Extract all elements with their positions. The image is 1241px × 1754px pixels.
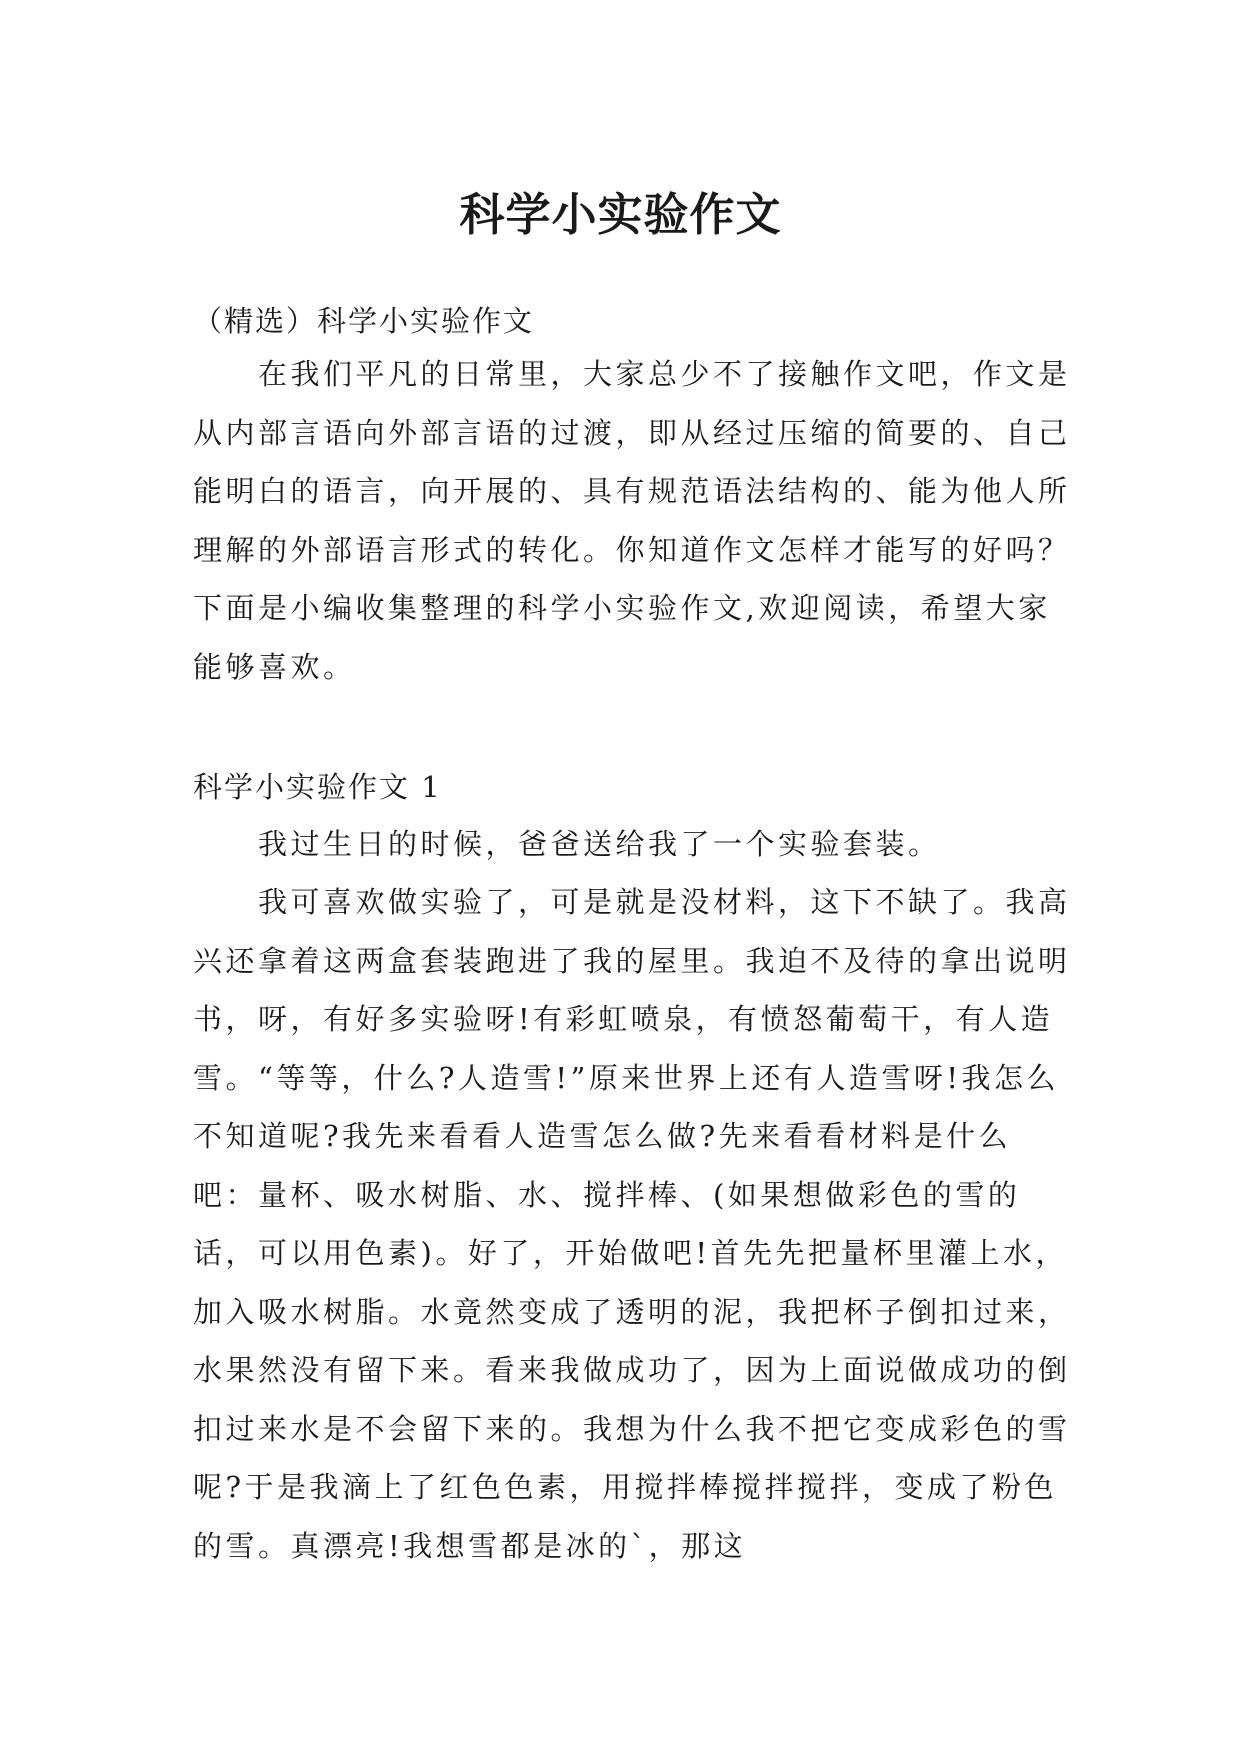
- body-paragraph-2: 我可喜欢做实验了，可是就是没材料，这下不缺了。我高兴还拿着这两盒套装跑进了我的屋里。我迫不及待的拿出说明书，呀，有好多实验呀!有彩虹喷泉，有愤怒葡萄干，有人造雪。“等等，什么?人造雪!”原来世界上还有人造雪呀!我怎么不知道呢?我先来看看人造雪怎么做?先来看看材料是什么吧：量杯、吸水树脂、水、搅拌棒、(如果想做彩色的雪的话，可以用色素)。好了，开始做吧!首先先把量杯里灌上水，加入吸水树脂。水竟然变成了透明的泥，我把杯子倒扣过来，水果然没有留下来。看来我做成功了，因为上面说做成功的倒扣过来水是不会留下来的。我想为什么我不把它变成彩色的雪呢?于是我滴上了红色色素，用搅拌棒搅拌搅拌，变成了粉色的雪。真漂亮!我想雪都是冰的`，那这: [193, 885, 1071, 1563]
- document-subtitle: （精选）科学小实验作文: [193, 304, 535, 338]
- page-title: 科学小实验作文: [459, 188, 782, 242]
- intro-paragraph: 在我们平凡的日常里，大家总少不了接触作文吧，作文是从内部言语向外部言语的过渡，即从经过压缩的简要的、自己能明白的语言，向开展的、具有规范语法结构的、能为他人所理解的外部语言形式的转化。你知道作文怎样才能写的好吗？下面是小编收集整理的科学小实验作文,欢迎阅读，希望大家能够喜欢。: [193, 357, 1071, 684]
- body-paragraph-1: 我过生日的时候，爸爸送给我了一个实验套装。: [258, 827, 941, 861]
- section-heading: 科学小实验作文 1: [193, 770, 442, 804]
